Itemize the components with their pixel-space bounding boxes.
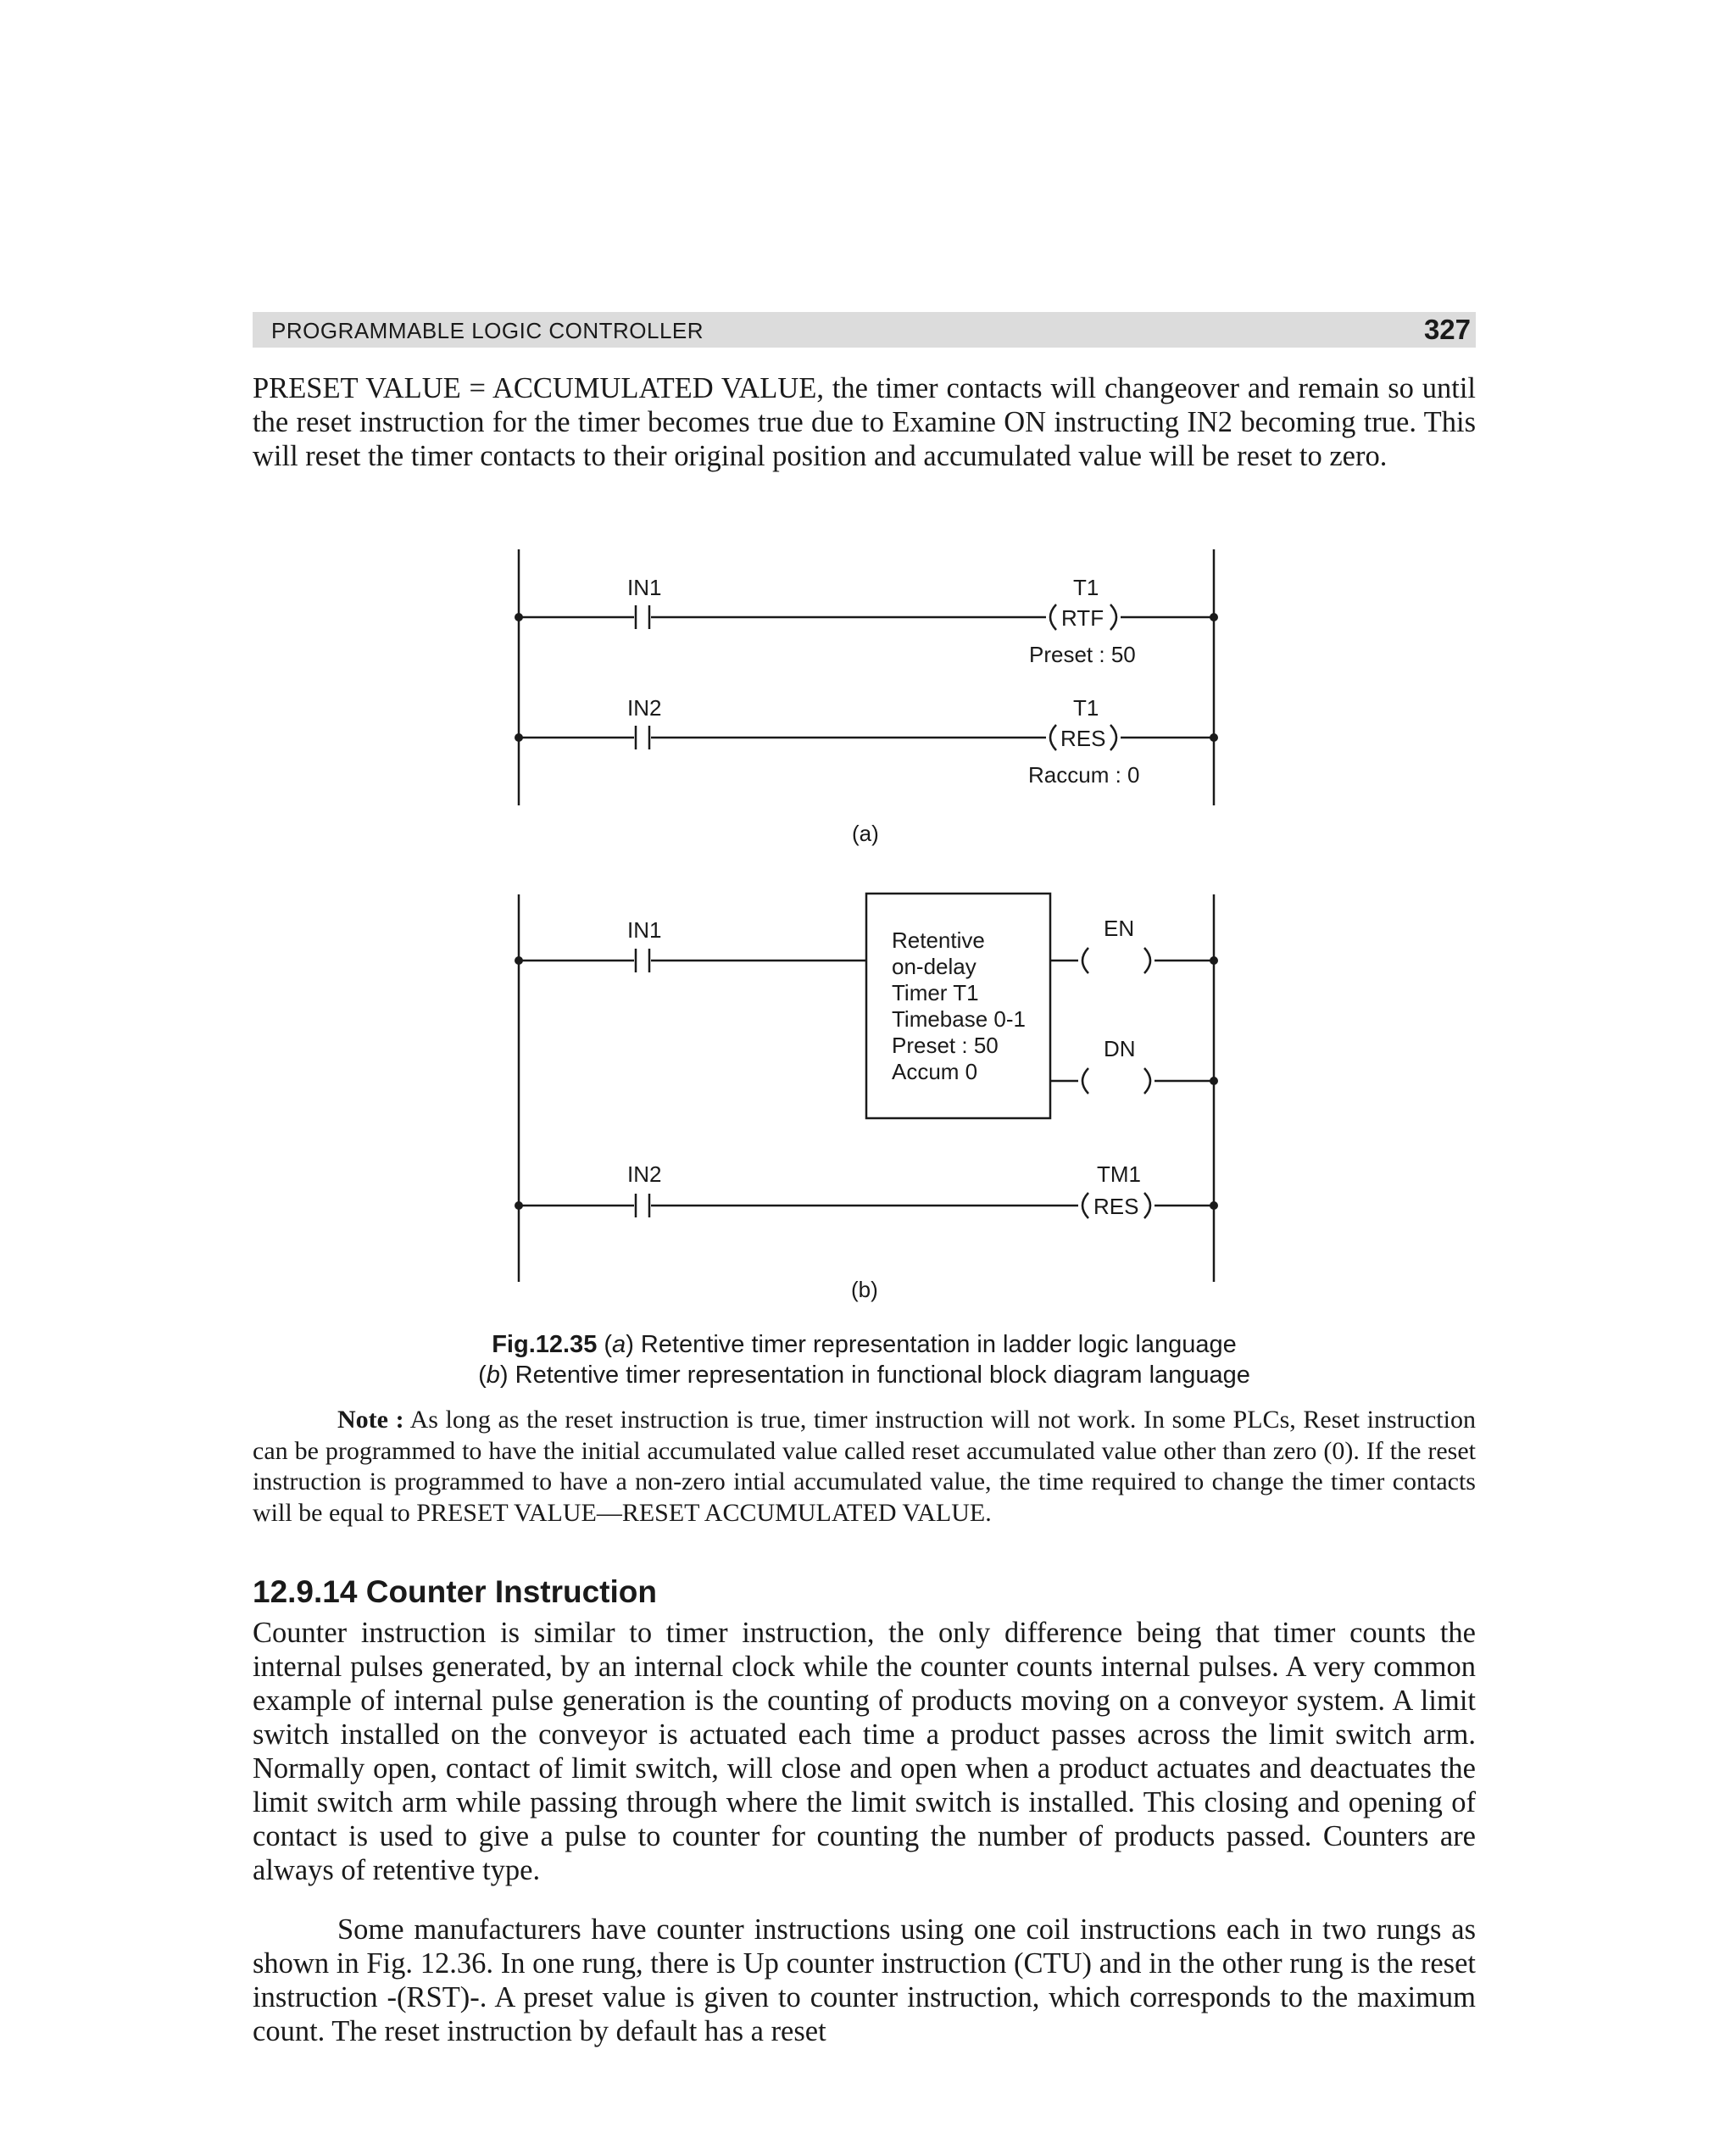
rung1-coil-left-paren: [1050, 604, 1056, 630]
en-coil-left-paren: [1082, 948, 1088, 973]
b-rung2-contact-label: IN2: [627, 1161, 662, 1187]
en-output-label: EN: [1104, 916, 1135, 941]
fbd-diagram-b: [0, 873, 1736, 1314]
dn-coil-right-paren: [1144, 1068, 1150, 1094]
figure-caption: [253, 1329, 1476, 1390]
rung2-coil-right-paren: [1110, 725, 1116, 750]
rung2-right-node: [1210, 733, 1218, 742]
timer-block-line-1: Retentive: [892, 927, 985, 953]
en-right-node: [1210, 956, 1218, 965]
rung1-right-node: [1210, 613, 1218, 621]
b-rung2-right-node: [1210, 1201, 1218, 1210]
caption-line-b: (b) Retentive timer representation in functional block diagram language: [478, 1362, 1250, 1389]
rung1-coil-label: RTF: [1061, 605, 1104, 631]
page-number: 327: [1423, 314, 1471, 345]
rung2-coil-param: Raccum : 0: [1028, 762, 1140, 788]
note-paragraph: [253, 1405, 1476, 1529]
timer-block-line-3: Timer T1: [892, 980, 979, 1005]
caption-part-a-text: Retentive timer representation in ladder logic language: [640, 1331, 1237, 1358]
caption-part-b-text: Retentive timer representation in functional block diagram language: [515, 1362, 1250, 1389]
rung1-coil-right-paren: [1110, 604, 1116, 630]
caption-line-a: Fig.12.35 (a) Retentive timer representation in ladder logic language: [492, 1331, 1237, 1358]
b-rung2-coil-left-paren: [1082, 1193, 1088, 1218]
note-label: Note :: [337, 1406, 404, 1434]
section-heading: 12.9.14 Counter Instruction: [253, 1574, 657, 1609]
rung2-coil-left-paren: [1050, 725, 1056, 750]
dn-right-node: [1210, 1077, 1218, 1085]
note-text: As long as the reset instruction is true, timer instruction will not work. In some PLCs, Reset instruction can be programmed to have the initial accumulated value called reset accumulated value other than zero (0). If the reset instruction is programmed to have a non-zero intial accumulated value, the time required to change the timer contacts will be equal to PRESET VALUE—RESET ACCUMULATED VALUE.: [253, 1406, 1476, 1527]
rung2-coil-tag: T1: [1073, 695, 1099, 721]
rung1-contact-label: IN1: [627, 575, 662, 600]
dn-output-label: DN: [1104, 1036, 1136, 1061]
b-rung2-coil-right-paren: [1144, 1193, 1150, 1218]
b-rung1-contact-label: IN1: [627, 917, 662, 943]
rung2-contact-label: IN2: [627, 695, 662, 721]
timer-block-line-6: Accum 0: [892, 1059, 978, 1084]
diagram-b-label: (b): [851, 1277, 878, 1302]
rung1-coil-tag: T1: [1073, 575, 1099, 600]
ladder-diagram-a: [0, 0, 1736, 865]
timer-block-line-4: Timebase 0-1: [892, 1006, 1026, 1032]
rung1-coil-param: Preset : 50: [1029, 642, 1136, 667]
figure-id: Fig.12.35: [492, 1331, 598, 1358]
b-rung2-coil-label: RES: [1093, 1194, 1139, 1219]
caption-part-a-letter: a: [612, 1331, 626, 1358]
running-header-title: PROGRAMMABLE LOGIC CONTROLLER: [271, 318, 704, 343]
dn-coil-left-paren: [1082, 1068, 1088, 1094]
caption-part-b-letter: b: [486, 1362, 500, 1389]
diagram-a-label: (a): [852, 821, 879, 846]
b-rung2-coil-tag: TM1: [1097, 1161, 1141, 1187]
timer-block-line-2: on-delay: [892, 954, 976, 979]
section-paragraph-2: Some manufacturers have counter instructions using one coil instructions each in two rungs as shown in Fig. 12.36. In one rung, there is Up counter instruction (CTU) and in the other rung is the reset instruction -(RST)-. A preset value is given to counter instruction, which corresponds to the maximum count. The reset instruction by default has a reset: [253, 1913, 1476, 2047]
section-paragraph-1: Counter instruction is similar to timer instruction, the only difference being that timer counts the internal pulses generated, by an internal clock while the counter counts internal pulses. A very common example of internal pulse generation is the counting of products moving on a conveyor system. A limit switch installed on the conveyor is actuated each time a product passes across the limit switch arm. Normally open, contact of limit switch, will close and open when a product actuates and deactuates the limit switch arm while passing through where the limit switch is installed. This closing and opening of contact is used to give a pulse to counter for counting the number of products passed. Counters are always of retentive type.: [253, 1617, 1476, 1886]
rung2-coil-label: RES: [1060, 726, 1106, 751]
timer-block-line-5: Preset : 50: [892, 1033, 999, 1058]
en-coil-right-paren: [1144, 948, 1150, 973]
intro-paragraph: PRESET VALUE = ACCUMULATED VALUE, the timer contacts will changeover and remain so until the reset instruction for the timer becomes true due to Examine ON instructing IN2 becoming true. This will reset the timer contacts to their original position and accumulated value will be reset to zero.: [253, 372, 1476, 472]
